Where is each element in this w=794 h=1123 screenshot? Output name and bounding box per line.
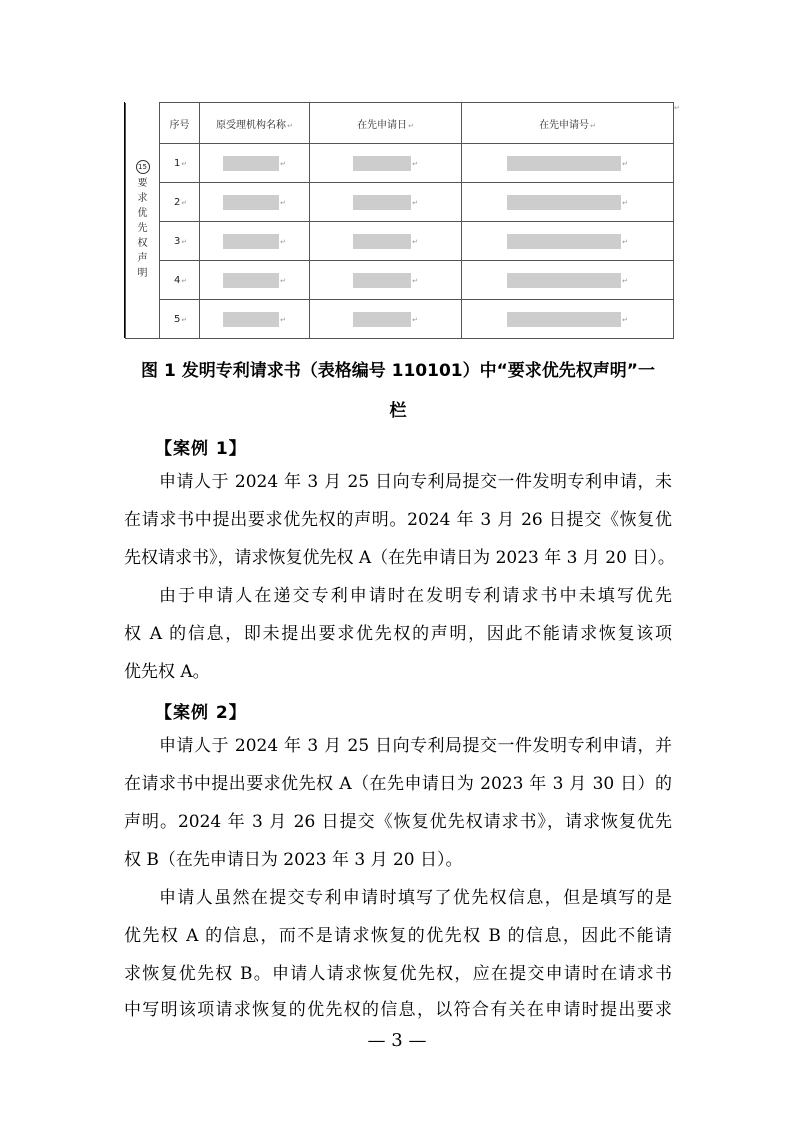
table-row	[126, 144, 674, 183]
side-label-cell	[126, 103, 160, 339]
side-label-char: 权	[137, 237, 148, 249]
side-label-char: 优	[137, 207, 148, 219]
redacted-cell: ↵	[462, 183, 674, 222]
redacted-cell: ↵	[310, 222, 462, 261]
row-seq: 4↵	[160, 261, 200, 300]
header-office: 原受理机构名称↵	[200, 103, 310, 144]
redacted-cell: ↵	[310, 300, 462, 339]
case2-line: 优先权 A 的信息，而不是请求恢复的优先权 B 的信息，因此不能请	[124, 926, 672, 946]
case2-line: 声明。2024 年 3 月 26 日提交《恢复优先权请求书》，请求恢复优先	[124, 812, 672, 832]
case2-line: 在请求书中提出要求优先权 A（在先申请日为 2023 年 3 月 30 日）的	[124, 774, 672, 794]
redacted-cell: ↵	[462, 261, 674, 300]
case2-line: 申请人于 2024 年 3 月 25 日向专利局提交一件发明专利申请，并	[159, 736, 672, 756]
row-seq: 5↵	[160, 300, 200, 339]
side-label-char: 先	[137, 222, 148, 234]
case1-title: 【案例 1】	[155, 439, 247, 459]
figure-caption: 图 1 发明专利请求书（表格编号 110101）中“要求优先权声明”一	[141, 361, 655, 381]
case2-line: 中写明该项请求恢复的优先权的信息，以符合有关在申请时提出要求	[124, 1000, 672, 1020]
redacted-cell: ↵	[200, 222, 310, 261]
redacted-cell: ↵	[462, 144, 674, 183]
case1-line: 优先权 A。	[124, 662, 210, 682]
side-label-char: 声	[137, 252, 148, 264]
circled-number: 15	[136, 160, 150, 174]
case2-line: 权 B（在先申请日为 2023 年 3 月 20 日）。	[124, 850, 463, 870]
case1-line: 由于申请人在递交专利申请时在发明专利请求书中未填写优先	[159, 586, 672, 606]
header-seq: 序号	[160, 103, 200, 144]
row-seq: 1↵	[160, 144, 200, 183]
case1-line: 申请人于 2024 年 3 月 25 日向专利局提交一件发明专利申请，未	[159, 472, 672, 492]
paragraph-mark: ↵	[674, 104, 680, 112]
side-label-char: 明	[137, 267, 148, 279]
table-row	[126, 183, 674, 222]
case1-line: 权 A 的信息，即未提出要求优先权的声明，因此不能请求恢复该项	[124, 624, 672, 644]
redacted-cell: ↵	[462, 300, 674, 339]
redacted-cell: ↵	[200, 300, 310, 339]
row-seq: 2↵	[160, 183, 200, 222]
redacted-cell: ↵	[200, 261, 310, 300]
redacted-cell: ↵	[462, 222, 674, 261]
redacted-cell: ↵	[200, 183, 310, 222]
case2-line: 申请人虽然在提交专利申请时填写了优先权信息，但是填写的是	[159, 888, 672, 908]
side-label-char: 求	[137, 192, 148, 204]
redacted-cell: ↵	[200, 144, 310, 183]
table-row	[126, 261, 674, 300]
table-row	[126, 300, 674, 339]
row-seq: 3↵	[160, 222, 200, 261]
case2-line: 求恢复优先权 B。申请人请求恢复优先权，应在提交申请时在请求书	[124, 964, 672, 984]
redacted-cell: ↵	[310, 183, 462, 222]
priority-claim-table	[124, 102, 673, 338]
page-number: — 3 —	[367, 1030, 427, 1051]
redacted-cell: ↵	[310, 261, 462, 300]
header-number: 在先申请号↵	[462, 103, 674, 144]
side-label-char: 要	[137, 177, 148, 189]
case1-line: 先权请求书》，请求恢复优先权 A（在先申请日为 2023 年 3 月 20 日）。	[124, 548, 675, 568]
figure-caption-continued: 栏	[389, 401, 407, 421]
redacted-cell: ↵	[310, 144, 462, 183]
case1-line: 在请求书中提出要求优先权的声明。2024 年 3 月 26 日提交《恢复优	[124, 510, 672, 530]
header-date: 在先申请日↵	[310, 103, 462, 144]
table-row	[126, 222, 674, 261]
case2-title: 【案例 2】	[155, 703, 247, 723]
